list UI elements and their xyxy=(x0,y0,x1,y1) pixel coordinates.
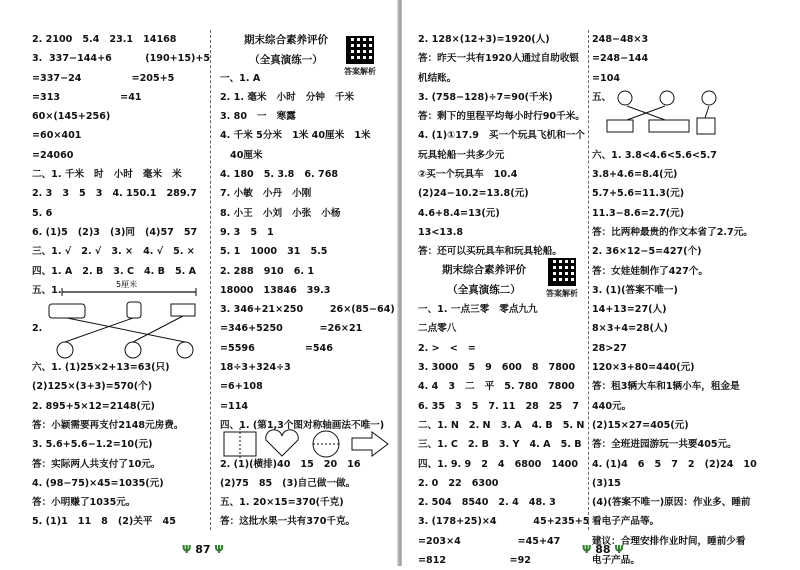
answer-line: 2. (1)(横排)40 15 20 16 xyxy=(220,458,361,470)
answer-line: 答：比两种最贵的作文本省了2.7元。 xyxy=(592,226,753,238)
answer-line: 三、1. C 2. B 3. Y 4. A 5. B xyxy=(418,439,582,451)
answer-line: 二点零八 xyxy=(418,323,457,335)
answer-line: 6. 35 3 5 7. 11 28 25 7 xyxy=(418,400,579,412)
answer-line: 答：还可以买玩具车和玩具轮船。 xyxy=(418,246,562,258)
truck-icon xyxy=(607,120,633,132)
qr-code-icon xyxy=(346,36,374,64)
answer-line: =313 =41 xyxy=(32,91,142,103)
answer-line: 3. 337−144+6 (190+15)+5 xyxy=(32,53,211,65)
answer-line: 5.7+5.6=11.3(元) xyxy=(592,188,685,200)
five-cm-label: 5厘米 xyxy=(116,280,138,289)
answer-line: 4. 180 5. 3.8 6. 768 xyxy=(220,169,339,181)
answer-line: 8. 小王 小刘 小张 小杨 xyxy=(220,207,341,219)
answer-line: 2. > < = xyxy=(418,342,476,354)
heart-shape xyxy=(266,430,298,456)
answer-line: 28>27 xyxy=(592,342,627,354)
answer-line: 电子产品。 xyxy=(592,555,640,567)
answer-line: 4. (98−75)×45=1035(元) xyxy=(32,477,164,489)
answer-line: 四、1. A 2. B 3. C 4. B 5. A xyxy=(32,265,197,277)
answer-line: 2. 128×(12+3)=1920(人) xyxy=(418,34,550,45)
answer-line: =60×401 xyxy=(32,130,82,142)
answer-line: 五、1. xyxy=(32,284,62,296)
answer-line: 二、1. N 2. N 3. A 4. B 5. N xyxy=(418,419,585,431)
answer-line: 四、1. 9. 9 2 4 6800 1400 xyxy=(418,458,579,470)
answer-line: 4. (1)4 6 5 7 2 (2)24 10 xyxy=(592,458,757,470)
answer-line: 一、1. 一点三零 零点九九 xyxy=(418,304,538,316)
answer-line: 2. 288 910 6. 1 xyxy=(220,265,315,277)
bus-icon xyxy=(49,304,85,318)
person-icon xyxy=(660,91,674,105)
answer-line: 三、1. √ 2. √ 3. × 4. √ 5. × xyxy=(32,246,195,258)
answer-line: 3. 346+21×250 26×(85−64) xyxy=(220,304,395,316)
answer-line: 五、1. 20×15=370(千克) xyxy=(220,497,344,509)
leaf-ornament-icon: Ψ xyxy=(214,543,224,556)
answer-line: 2. 36×12−5=427(个) xyxy=(592,246,702,258)
answer-line: 4.6+8.4=13(元) xyxy=(418,207,500,219)
answer-column-3 xyxy=(418,30,588,570)
answer-line: 6. (1)5 (2)3 (3)同 (4)57 57 xyxy=(32,226,198,238)
section-title: 期末综合素养评价 xyxy=(442,264,526,276)
answer-line: 11.3−8.6=2.7(元) xyxy=(592,207,685,219)
answer-line: 440元。 xyxy=(592,400,632,412)
answer-line: 四、1. (第1,3个图对称轴画法不唯一) xyxy=(220,419,385,431)
answer-line: 建议：合理安排作业时间，睡前少看 xyxy=(592,535,746,547)
cabinet-icon xyxy=(697,118,715,134)
answer-line: 看电子产品等。 xyxy=(592,516,660,528)
answer-line: =114 xyxy=(220,400,249,412)
answer-line: =812 =92 xyxy=(418,555,531,567)
symmetry-shapes xyxy=(222,428,392,460)
answer-line: 六、1. (1)25×2+13=63(只) xyxy=(32,362,170,374)
section-subtitle: （全真演练一） xyxy=(249,54,323,66)
answer-line: 答：小明赚了1035元。 xyxy=(32,497,136,509)
leaf-ornament-icon: Ψ xyxy=(182,543,192,556)
section-subtitle: （全真演练二） xyxy=(447,284,521,296)
answer-line: =5596 =546 xyxy=(220,342,333,354)
answer-line: 答：实际两人共支付了10元。 xyxy=(32,458,161,470)
answer-line: 五、 xyxy=(592,91,612,103)
answer-line: 18000 13846 39.3 xyxy=(220,284,331,296)
answer-line: 3. (178+25)×4 45+235+5 xyxy=(418,516,590,528)
column-divider xyxy=(588,30,589,530)
answer-line: 13<13.8 xyxy=(418,226,464,238)
answer-line: =337−24 =205+5 xyxy=(32,72,175,84)
answer-line: 3.8+4.6=8.4(元) xyxy=(592,169,678,181)
answer-line: =248−144 xyxy=(592,53,649,65)
page-number: Ψ 88 Ψ xyxy=(582,543,624,556)
answer-line: =104 xyxy=(592,72,621,84)
ruler-line-figure xyxy=(60,278,200,298)
car-icon xyxy=(171,304,195,316)
answer-line: 玩具轮船一共多少元 xyxy=(418,149,505,161)
answer-line: 六、1. 3.8<4.6<5.6<5.7 xyxy=(592,149,717,161)
answer-line: 40厘米 xyxy=(220,149,263,161)
answer-line: 3. 5.6+5.6−1.2=10(元) xyxy=(32,439,153,451)
answer-line: 4. 千米 5分米 1米 40厘米 1米 xyxy=(220,130,371,142)
bird-icon xyxy=(618,91,632,105)
answer-line: 3. (1)(答案不唯一) xyxy=(592,284,678,296)
answer-line: 18÷3+324÷3 xyxy=(220,362,291,374)
answer-line: (3)15 xyxy=(592,477,621,489)
section-title: 期末综合素养评价 xyxy=(244,34,328,46)
answer-line: (2)15×27=405(元) xyxy=(592,419,689,431)
answer-line: 7. 小敏 小丹 小刚 xyxy=(220,188,312,200)
answer-line: 2. 0 22 6300 xyxy=(418,477,499,489)
answer-line: (2)75 85 (3)自己做一做。 xyxy=(220,477,356,489)
qr-code-icon xyxy=(548,258,576,286)
matching-figure xyxy=(45,300,205,362)
answer-line: 二、1. 千米 时 小时 毫米 米 xyxy=(32,169,182,181)
answer-line: =6+108 xyxy=(220,381,263,393)
answer-line: =203×4 =45+47 xyxy=(418,535,561,547)
left-page xyxy=(0,0,398,566)
answer-line: (2)125×(3+3)=570(个) xyxy=(32,381,153,393)
leaf-ornament-icon: Ψ xyxy=(614,543,624,556)
direction-figure xyxy=(605,88,775,138)
answer-line: 答：这批水果一共有370千克。 xyxy=(220,516,356,528)
qr-label: 答案解析 xyxy=(344,67,376,76)
answer-line: 3. 3000 5 9 600 8 7800 xyxy=(418,362,576,374)
answer-line: 4. (1)①17.9 买一个玩具飞机和一个 xyxy=(418,130,585,142)
answer-line: 2. 2100 5.4 23.1 14168 xyxy=(32,34,177,45)
answer-line: (2)24−10.2=13.8(元) xyxy=(418,188,529,200)
answer-line: 60×(145+256) xyxy=(32,111,111,123)
answer-line: 答：女娃娃制作了427个。 xyxy=(592,265,708,277)
answer-line: (4)(答案不唯一)原因：作业多、睡前 xyxy=(592,497,751,509)
answer-line: 答：昨天一共有1920人通过自助收银 xyxy=(418,53,580,65)
answer-line: 2. xyxy=(32,323,43,335)
box-icon xyxy=(649,120,689,132)
column-divider xyxy=(210,30,211,530)
answer-line: 14+13=27(人) xyxy=(592,304,667,316)
answer-line: 机结账。 xyxy=(418,72,457,84)
answer-line: ②买一个玩具车 10.4 xyxy=(418,169,518,181)
answer-line: 5. 1 1000 31 5.5 xyxy=(220,246,328,258)
answer-line: 8×3+4=28(人) xyxy=(592,323,668,335)
answer-line: 2. 3 3 5 3 4. 150.1 289.7 xyxy=(32,188,197,200)
answer-line: =346+5250 =26×21 xyxy=(220,323,363,335)
answer-line: 答：租3辆大车和1辆小车，租金是 xyxy=(592,381,740,393)
answer-line: 9. 3 5 1 xyxy=(220,226,274,238)
child-icon xyxy=(125,342,141,358)
rabbit-icon xyxy=(702,91,716,105)
answer-line: 4. 4 3 二 平 5. 780 7800 xyxy=(418,381,575,393)
answer-line: 5. 6 xyxy=(32,207,53,219)
page-number: Ψ 87 Ψ xyxy=(182,543,224,556)
answer-line: 答：剩下的里程平均每小时行90千米。 xyxy=(418,111,585,123)
child-icon xyxy=(57,342,73,358)
answer-line: 2. 504 8540 2. 4 48. 3 xyxy=(418,497,556,509)
leaf-ornament-icon: Ψ xyxy=(582,543,592,556)
answer-line: 2. 895+5×12=2148(元) xyxy=(32,400,155,412)
answer-line: 3. 80 一 寒露 xyxy=(220,111,296,123)
answer-line: 2. 1. 毫米 小时 分钟 千米 xyxy=(220,91,355,103)
answer-line: 答：全班进园游玩一共要405元。 xyxy=(592,439,737,451)
answer-line: 答：小颖需要再支付2148元房费。 xyxy=(32,419,184,431)
answer-line: 3. (758−128)÷7=90(千米) xyxy=(418,91,553,103)
answer-line: 120×3+80=440(元) xyxy=(592,362,695,374)
answer-line: 一、1. A xyxy=(220,72,261,84)
child-icon xyxy=(177,342,193,358)
answer-line: =24060 xyxy=(32,149,74,161)
answer-line: 5. (1)1 11 8 (2)关平 45 xyxy=(32,516,176,528)
qr-label: 答案解析 xyxy=(546,289,578,298)
train-icon xyxy=(127,302,141,318)
answer-line: 248−48×3 xyxy=(592,34,649,45)
arrow-shape xyxy=(352,432,388,456)
